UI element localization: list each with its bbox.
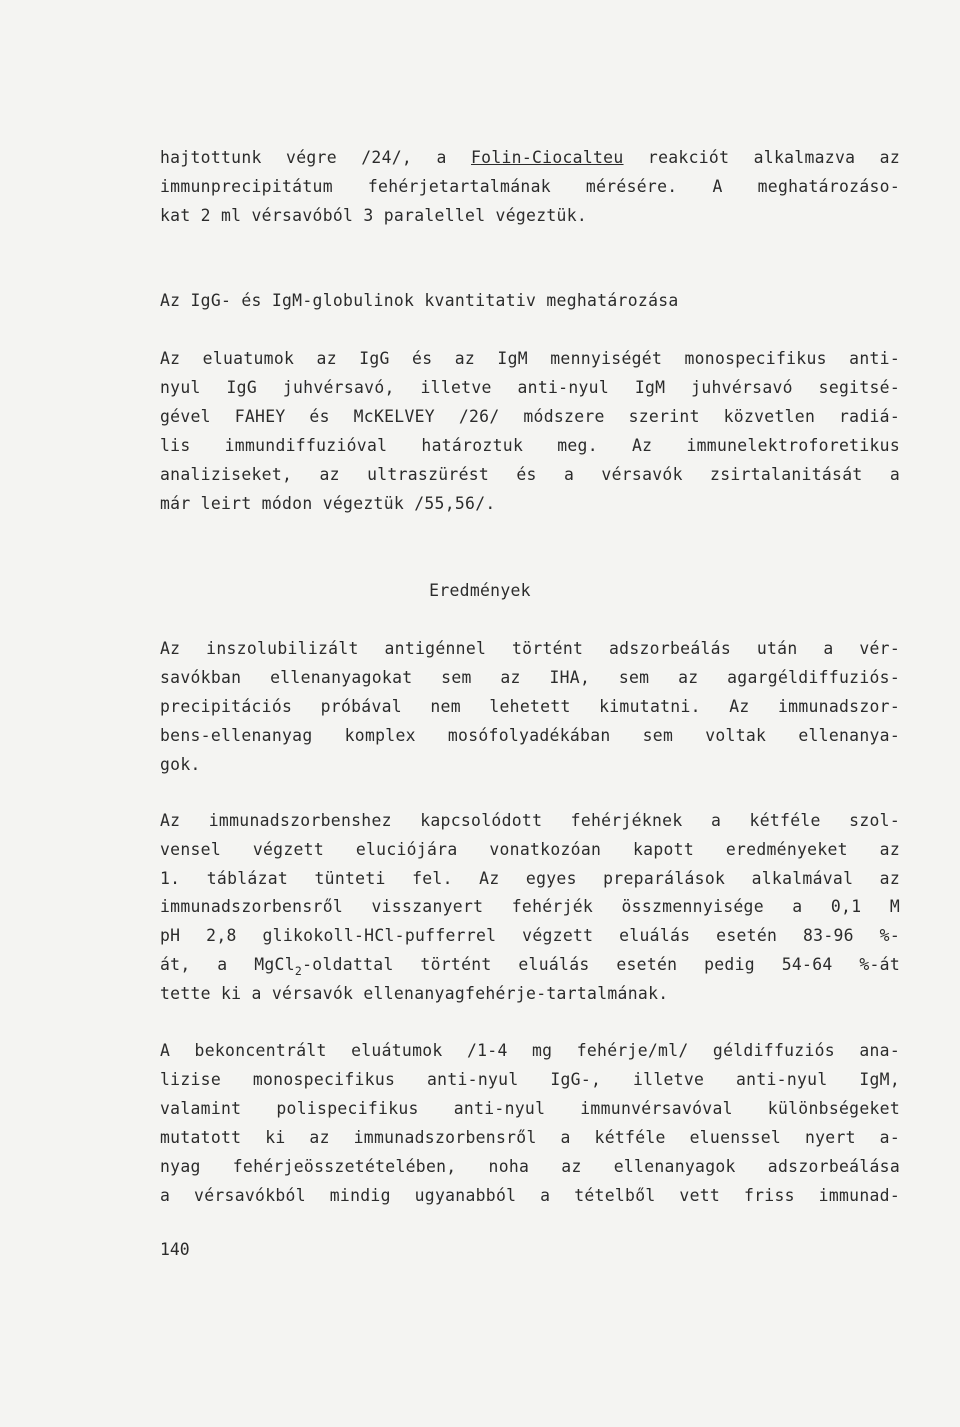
section-heading: Az IgG- és IgM-globulinok kvantitativ meghatározása	[160, 291, 679, 310]
subscript: 2	[294, 964, 303, 978]
paragraph-line: tette ki a vérsavók ellenanyagfehérje-tartalmának.	[160, 984, 669, 1003]
paragraph-line: immunadszorbensről visszanyert fehérjék összmennyisége a 0,1 M	[160, 897, 900, 916]
paragraph-line: immunprecipitátum fehérjetartalmának mérésére. A meghatározáso-	[160, 177, 900, 196]
paragraph-line: precipitációs próbával nem lehetett kimutatni. Az immunadszor-	[160, 697, 900, 716]
paragraph-line: nyag fehérjeösszetételében, noha az ellenanyagok adszorbeálása	[160, 1157, 900, 1176]
paragraph-line: lizise monospecifikus anti-nyul IgG-, illetve anti-nyul IgM,	[160, 1070, 900, 1089]
paragraph-line: savókban ellenanyagokat sem az IHA, sem az agargéldiffuziós-	[160, 668, 900, 687]
paragraph-line: gével FAHEY és McKELVEY /26/ módszere szerint közvetlen radiá-	[160, 407, 900, 426]
paragraph-line: Az immunadszorbenshez kapcsolódott fehérjéknek a kétféle szol-	[160, 811, 900, 830]
paragraph-line: nyul IgG juhvérsavó, illetve anti-nyul IgM juhvérsavó segitsé-	[160, 378, 900, 397]
page-number: 140	[160, 1240, 190, 1259]
text-run: át, a MgCl	[160, 955, 295, 974]
text-run: hajtottunk végre /24/, a	[160, 148, 471, 167]
paragraph-line: mutatott ki az immunadszorbensről a kétféle eluenssel nyert a-	[160, 1128, 900, 1147]
underlined-term: Folin-Ciocalteu	[471, 148, 624, 167]
paragraph-line: 1. táblázat tünteti fel. Az egyes preparálások alkalmával az	[160, 869, 900, 888]
paragraph-line: Az inszolubilizált antigénnel történt adszorbeálás után a vér-	[160, 639, 900, 658]
paragraph-line: bens-ellenanyag komplex mosófolyadékában sem voltak ellenanya-	[160, 726, 900, 745]
paragraph-line: kat 2 ml vérsavóból 3 paralellel végeztük.	[160, 206, 588, 225]
section-heading: Eredmények	[429, 581, 531, 600]
paragraph-line: valamint polispecifikus anti-nyul immunvérsavóval különbségeket	[160, 1099, 900, 1118]
paragraph-line	[160, 148, 900, 168]
paragraph-line: a vérsavókból mindig ugyanabból a tételből vett friss immunad-	[160, 1186, 900, 1205]
paragraph-line: gok.	[160, 755, 201, 774]
paragraph-line: vensel végzett eluciójára vonatkozóan kapott eredményeket az	[160, 840, 900, 859]
text-run: -oldattal történt eluálás esetén pedig 54-64 %-át	[302, 955, 901, 974]
paragraph-line	[160, 955, 901, 978]
paragraph-line: analiziseket, az ultraszürést és a vérsavók zsirtalanitását a	[160, 465, 900, 484]
paragraph-line: Az eluatumok az IgG és az IgM mennyiségét monospecifikus anti-	[160, 349, 900, 368]
paragraph-line: már leirt módon végeztük /55,56/.	[160, 494, 496, 513]
paragraph-line: pH 2,8 glikokoll-HCl-pufferrel végzett eluálás esetén 83-96 %-	[160, 926, 900, 945]
paragraph-line: A bekoncentrált eluátumok /1-4 mg fehérje/ml/ géldiffuziós ana-	[160, 1041, 900, 1060]
text-run: reakciót alkalmazva az	[623, 148, 900, 167]
paragraph-line: lis immundiffuzióval határoztuk meg. Az immunelektroforetikus	[160, 436, 900, 455]
